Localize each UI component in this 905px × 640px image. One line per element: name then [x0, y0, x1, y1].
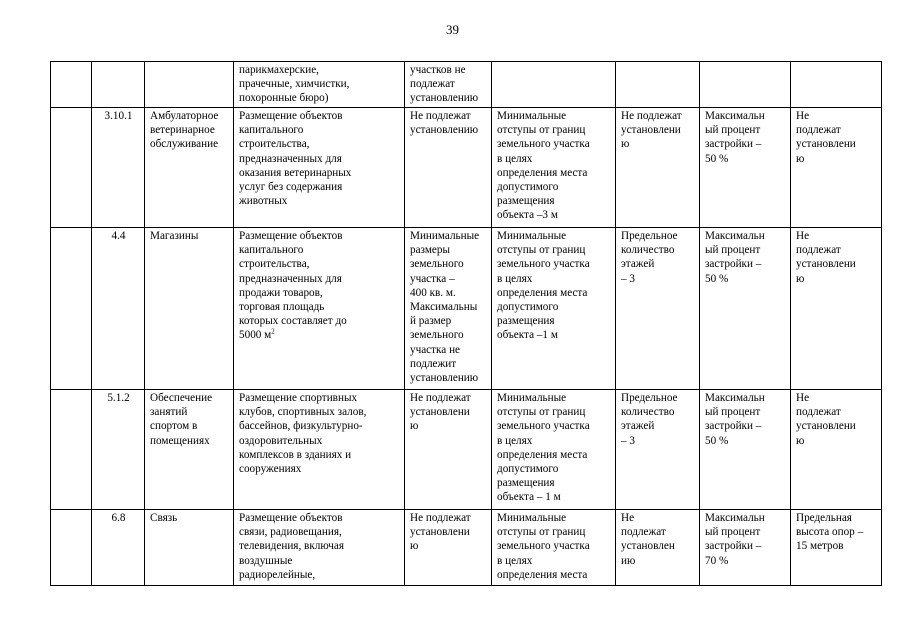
- cell-plot-size: Не подлежат установлению: [405, 108, 492, 228]
- cell-coverage: Максимальн ый процент застройки – 50 %: [700, 390, 791, 510]
- cell-name: [145, 62, 234, 108]
- cell-other: Предельная высота опор – 15 метров: [791, 510, 882, 586]
- cell-other: Не подлежат установлени ю: [791, 228, 882, 390]
- cell-other: [791, 62, 882, 108]
- cell-description: Размещение объектов капитального строительства, предназначенных для оказания ветеринарных услуг без содержания животных: [234, 108, 405, 228]
- cell-number: [51, 390, 92, 510]
- cell-coverage: [700, 62, 791, 108]
- cell-name: Амбулаторное ветеринарное обслуживание: [145, 108, 234, 228]
- cell-floors: Предельное количество этажей – 3: [616, 228, 700, 390]
- cell-floors: Не подлежат установлен ию: [616, 510, 700, 586]
- cell-description: Размещение объектов связи, радиовещания, телевидения, включая воздушные радиорелейные,: [234, 510, 405, 586]
- cell-coverage: Максимальн ый процент застройки – 50 %: [700, 228, 791, 390]
- cell-number: [51, 108, 92, 228]
- cell-setbacks: Минимальные отступы от границ земельного участка в целях определения места допустимого размещения объекта – 1 м: [492, 390, 616, 510]
- cell-code: 6.8: [92, 510, 145, 586]
- cell-other: Не подлежат установлени ю: [791, 108, 882, 228]
- cell-code: [92, 62, 145, 108]
- cell-setbacks: Минимальные отступы от границ земельного участка в целях определения места: [492, 510, 616, 586]
- cell-number: [51, 228, 92, 390]
- table-row: [51, 228, 882, 390]
- cell-number: [51, 62, 92, 108]
- cell-description: парикмахерские, прачечные, химчистки, похоронные бюро): [234, 62, 405, 108]
- cell-number: [51, 510, 92, 586]
- cell-coverage: Максимальн ый процент застройки – 50 %: [700, 108, 791, 228]
- cell-coverage: Максимальн ый процент застройки – 70 %: [700, 510, 791, 586]
- cell-setbacks: [492, 62, 616, 108]
- table-row: [51, 108, 882, 228]
- cell-name: Обеспечение занятий спортом в помещениях: [145, 390, 234, 510]
- cell-name: Магазины: [145, 228, 234, 390]
- page-number: 39: [446, 22, 459, 37]
- description-text: Размещение объектов капитального строительства, предназначенных для продажи товаров, торговая площадь которых составляет до 5000 м: [239, 230, 347, 342]
- cell-description: [234, 228, 405, 390]
- regulations-table: [50, 61, 882, 586]
- cell-code: 3.10.1: [92, 108, 145, 228]
- table-row: [51, 390, 882, 510]
- cell-name: Связь: [145, 510, 234, 586]
- table-row: [51, 510, 882, 586]
- cell-plot-size: участков не подлежат установлению: [405, 62, 492, 108]
- cell-floors: Не подлежат установлени ю: [616, 108, 700, 228]
- cell-description: Размещение спортивных клубов, спортивных залов, бассейнов, физкультурно- оздоровительных комплексов в зданиях и сооружениях: [234, 390, 405, 510]
- cell-floors: Предельное количество этажей – 3: [616, 390, 700, 510]
- table-row: [51, 62, 882, 108]
- cell-plot-size: Не подлежат установлени ю: [405, 390, 492, 510]
- cell-setbacks: Минимальные отступы от границ земельного участка в целях определения места допустимого размещения объекта –3 м: [492, 108, 616, 228]
- cell-other: Не подлежат установлени ю: [791, 390, 882, 510]
- cell-setbacks: Минимальные отступы от границ земельного участка в целях определения места допустимого размещения объекта –1 м: [492, 228, 616, 390]
- cell-code: 5.1.2: [92, 390, 145, 510]
- cell-floors: [616, 62, 700, 108]
- cell-code: 4.4: [92, 228, 145, 390]
- cell-plot-size: Минимальные размеры земельного участка – 400 кв. м. Максимальны й размер земельного участка не подлежит установлению: [405, 228, 492, 390]
- cell-plot-size: Не подлежат установлени ю: [405, 510, 492, 586]
- superscript: 2: [271, 327, 275, 336]
